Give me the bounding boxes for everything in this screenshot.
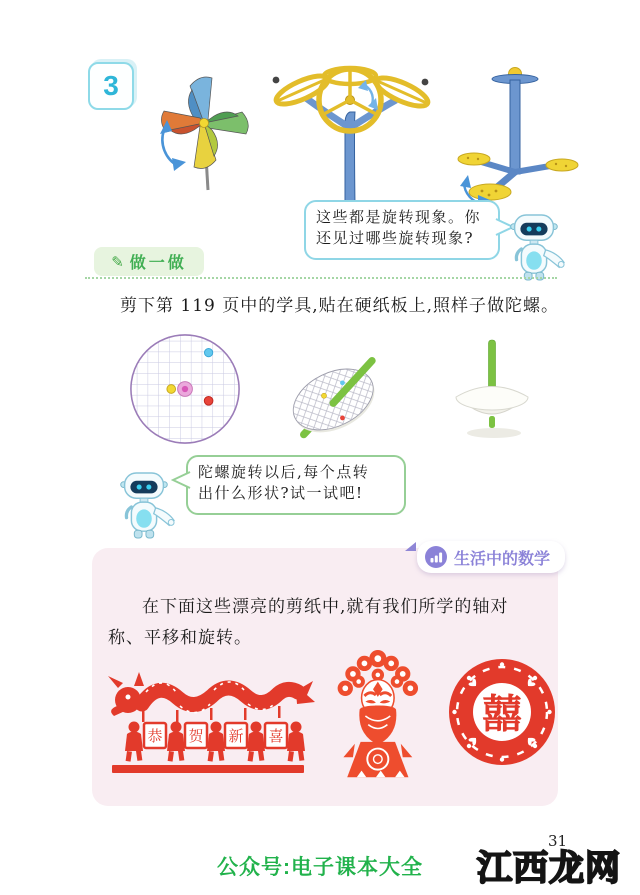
- robot-speech-bubble-middle: [186, 455, 406, 515]
- svg-text:恭: 恭: [147, 727, 163, 745]
- page-number: 31: [548, 832, 568, 850]
- bubble-tail: [171, 471, 191, 489]
- life-math-text-line2: 称、平移和旋转。: [108, 628, 252, 648]
- svg-text:贺: 贺: [188, 727, 204, 745]
- pinwheel-illustration: [134, 68, 264, 193]
- instruction-text: 剪下第 119 页中的学具,贴在硬纸板上,照样子做陀螺。: [120, 296, 560, 316]
- yellow-dot: [321, 393, 326, 398]
- watermark-part1: 江西: [477, 849, 550, 888]
- section-divider: [85, 277, 557, 279]
- double-happiness-papercut: [446, 656, 558, 768]
- svg-text:新: 新: [228, 727, 244, 745]
- bar-chart-icon: [425, 546, 447, 568]
- yellow-dot: [167, 385, 176, 394]
- spinning-top-assembly-illustration: [276, 333, 396, 453]
- finished-top-illustration: [442, 334, 542, 448]
- double-happiness-character: 囍: [482, 690, 522, 738]
- life-math-text-line1: 在下面这些漂亮的剪纸中,就有我们所学的轴对: [142, 597, 509, 617]
- do-it-section-header: [94, 247, 204, 276]
- center-dot: [182, 386, 188, 392]
- problem-number-badge: [88, 62, 134, 110]
- site-watermark: [477, 841, 621, 891]
- badge-fold: [405, 542, 416, 551]
- gridded-disc-illustration: [126, 330, 244, 448]
- dragon-dance-papercut: [106, 670, 318, 780]
- life-math-text: [108, 592, 552, 654]
- bubble-text-line1: 陀螺旋转以后,每个点转: [198, 463, 370, 481]
- opera-mask-papercut: [328, 650, 420, 784]
- blue-dot: [204, 348, 212, 356]
- robot-speech-bubble-top: [304, 200, 500, 260]
- pencil-icon: ✎: [111, 253, 124, 271]
- robot-illustration-top: [502, 212, 566, 282]
- svg-text:喜: 喜: [268, 727, 284, 745]
- do-it-title: 做一做: [129, 255, 187, 272]
- red-dot: [204, 396, 213, 405]
- blue-dot: [340, 380, 345, 385]
- bubble-text-line2: 还见过哪些旋转现象?: [316, 229, 475, 247]
- watermark-part2: 龙网: [549, 849, 622, 888]
- problem-number: 3: [103, 70, 119, 101]
- robot-illustration-middle: [112, 470, 176, 540]
- life-math-badge-label: 生活中的数学: [454, 550, 551, 568]
- official-account-footer: 公众号:电子课本大全: [217, 856, 423, 879]
- red-dot: [340, 416, 345, 421]
- leg-twister-equipment-illustration: [440, 62, 590, 207]
- life-math-badge: [417, 541, 565, 573]
- bubble-text-line2: 出什么形状?试一试吧!: [198, 484, 364, 502]
- bubble-text-line1: 这些都是旋转现象。你: [316, 208, 482, 226]
- spinning-wheels-equipment-illustration: [262, 54, 437, 219]
